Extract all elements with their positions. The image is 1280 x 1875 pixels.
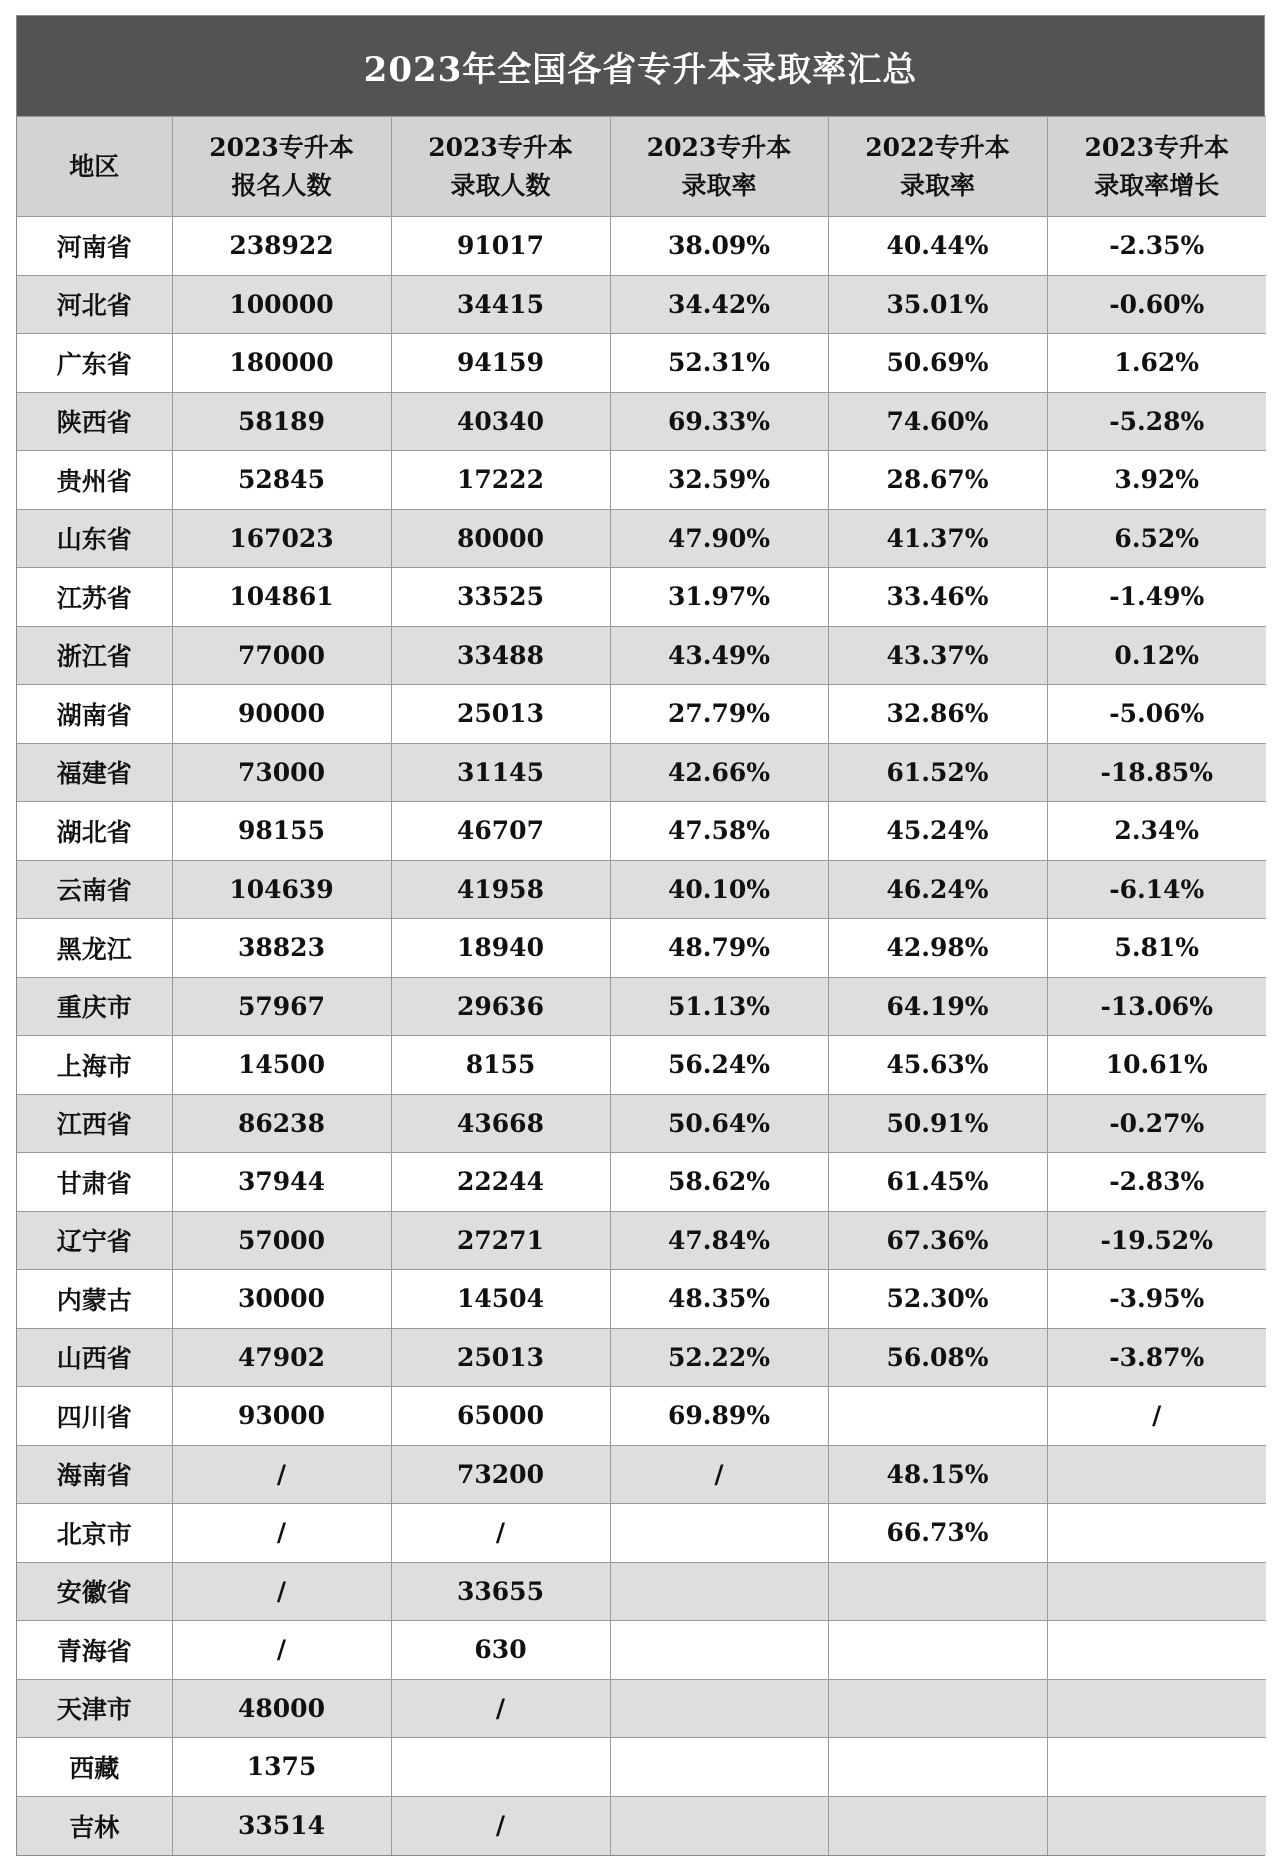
cell-rate-growth: -19.52% [1047,1211,1266,1270]
cell-applicants-2023: 86238 [172,1094,391,1153]
cell-rate-growth [1047,1621,1266,1680]
cell-region: 江西省 [17,1094,172,1153]
cell-region: 山西省 [17,1328,172,1387]
cell-region: 辽宁省 [17,1211,172,1270]
cell-applicants-2023: 77000 [172,626,391,685]
cell-applicants-2023: 47902 [172,1328,391,1387]
header-admitted-2023: 2023专升本 录取人数 [391,117,610,217]
cell-rate-growth: -2.83% [1047,1153,1266,1212]
cell-rate-2022: 46.24% [828,860,1047,919]
cell-rate-2023: 47.90% [610,509,828,568]
cell-rate-2022: 61.45% [828,1153,1047,1212]
cell-region: 湖北省 [17,802,172,861]
table-row [17,1094,1266,1153]
cell-rate-growth [1047,1562,1266,1621]
cell-rate-growth: -0.60% [1047,275,1266,334]
cell-rate-growth: 1.62% [1047,334,1266,393]
cell-applicants-2023: 100000 [172,275,391,334]
cell-applicants-2023: 104861 [172,568,391,627]
table-row [17,1738,1266,1797]
table-row [17,1621,1266,1680]
cell-rate-2023: 43.49% [610,626,828,685]
cell-rate-2022: 45.24% [828,802,1047,861]
header-rate-2023: 2023专升本 录取率 [610,117,828,217]
table-row [17,1328,1266,1387]
cell-admitted-2023: 29636 [391,977,610,1036]
cell-admitted-2023: 14504 [391,1270,610,1329]
cell-rate-2022: 52.30% [828,1270,1047,1329]
cell-admitted-2023: / [391,1504,610,1563]
header-applicants-2023: 2023专升本 报名人数 [172,117,391,217]
cell-rate-2023: 38.09% [610,217,828,276]
cell-region: 重庆市 [17,977,172,1036]
cell-admitted-2023: 17222 [391,451,610,510]
cell-admitted-2023: 41958 [391,860,610,919]
cell-rate-growth: -3.87% [1047,1328,1266,1387]
cell-applicants-2023: 98155 [172,802,391,861]
cell-rate-growth: -5.06% [1047,685,1266,744]
cell-rate-2023 [610,1504,828,1563]
cell-region: 浙江省 [17,626,172,685]
cell-region: 北京市 [17,1504,172,1563]
cell-applicants-2023: 104639 [172,860,391,919]
cell-applicants-2023: 58189 [172,392,391,451]
cell-rate-2022 [828,1679,1047,1738]
table-row [17,1562,1266,1621]
table-row [17,919,1266,978]
cell-rate-2022: 61.52% [828,743,1047,802]
cell-applicants-2023: 90000 [172,685,391,744]
cell-rate-2023 [610,1621,828,1680]
cell-admitted-2023: 33488 [391,626,610,685]
cell-rate-2022: 33.46% [828,568,1047,627]
cell-admitted-2023: 80000 [391,509,610,568]
cell-rate-2023 [610,1738,828,1797]
cell-region: 内蒙古 [17,1270,172,1329]
cell-rate-2022 [828,1387,1047,1446]
cell-admitted-2023: 65000 [391,1387,610,1446]
cell-rate-growth: 10.61% [1047,1036,1266,1095]
cell-region: 上海市 [17,1036,172,1095]
cell-rate-2023: 27.79% [610,685,828,744]
cell-rate-2022: 45.63% [828,1036,1047,1095]
table-row [17,1445,1266,1504]
table-row [17,392,1266,451]
cell-applicants-2023: 93000 [172,1387,391,1446]
cell-admitted-2023: / [391,1796,610,1855]
table-row [17,217,1266,276]
cell-rate-2023: 47.58% [610,802,828,861]
cell-region: 湖南省 [17,685,172,744]
cell-rate-2023: 69.89% [610,1387,828,1446]
cell-rate-growth: 2.34% [1047,802,1266,861]
cell-applicants-2023: 37944 [172,1153,391,1212]
cell-applicants-2023: 14500 [172,1036,391,1095]
header-row [17,117,1266,217]
table-row [17,743,1266,802]
cell-rate-growth: 3.92% [1047,451,1266,510]
cell-region: 甘肃省 [17,1153,172,1212]
cell-rate-2022: 64.19% [828,977,1047,1036]
cell-rate-2022: 48.15% [828,1445,1047,1504]
cell-region: 天津市 [17,1679,172,1738]
cell-applicants-2023: 57967 [172,977,391,1036]
table-row [17,1796,1266,1855]
table-row [17,860,1266,919]
cell-region: 广东省 [17,334,172,393]
cell-rate-growth [1047,1796,1266,1855]
table-row [17,626,1266,685]
table-row [17,977,1266,1036]
cell-region: 河南省 [17,217,172,276]
cell-rate-2022 [828,1738,1047,1797]
cell-rate-2022: 28.67% [828,451,1047,510]
cell-applicants-2023: / [172,1621,391,1680]
cell-rate-growth: 5.81% [1047,919,1266,978]
cell-admitted-2023: 34415 [391,275,610,334]
table-row [17,334,1266,393]
cell-rate-2023: 52.31% [610,334,828,393]
cell-rate-growth [1047,1445,1266,1504]
table-row [17,1387,1266,1446]
cell-rate-2023: 51.13% [610,977,828,1036]
cell-rate-2022 [828,1796,1047,1855]
cell-region: 黑龙江 [17,919,172,978]
cell-rate-growth: -2.35% [1047,217,1266,276]
cell-rate-growth: / [1047,1387,1266,1446]
cell-admitted-2023: 33525 [391,568,610,627]
cell-rate-2023: 56.24% [610,1036,828,1095]
cell-rate-growth: -0.27% [1047,1094,1266,1153]
cell-admitted-2023: 91017 [391,217,610,276]
cell-rate-growth: -5.28% [1047,392,1266,451]
cell-region: 安徽省 [17,1562,172,1621]
cell-rate-growth [1047,1738,1266,1797]
cell-rate-2022: 56.08% [828,1328,1047,1387]
cell-region: 陕西省 [17,392,172,451]
table-row [17,1036,1266,1095]
admission-rate-table-sheet [16,15,1265,1856]
table-row [17,1504,1266,1563]
cell-region: 贵州省 [17,451,172,510]
admission-rate-table [17,116,1266,1855]
cell-applicants-2023: 1375 [172,1738,391,1797]
cell-rate-2022: 41.37% [828,509,1047,568]
cell-rate-2022: 32.86% [828,685,1047,744]
cell-region: 福建省 [17,743,172,802]
cell-rate-growth: -6.14% [1047,860,1266,919]
cell-rate-2023: 69.33% [610,392,828,451]
table-row [17,451,1266,510]
cell-rate-2023: 42.66% [610,743,828,802]
cell-admitted-2023: 40340 [391,392,610,451]
cell-admitted-2023: 31145 [391,743,610,802]
cell-rate-2023: 47.84% [610,1211,828,1270]
table-title: 2023年全国各省专升本录取率汇总 [17,16,1264,116]
cell-rate-2022: 66.73% [828,1504,1047,1563]
cell-admitted-2023: / [391,1679,610,1738]
cell-admitted-2023: 43668 [391,1094,610,1153]
header-region: 地区 [17,117,172,217]
cell-applicants-2023: / [172,1504,391,1563]
header-rate-2022: 2022专升本 录取率 [828,117,1047,217]
cell-applicants-2023: 238922 [172,217,391,276]
cell-applicants-2023: 73000 [172,743,391,802]
cell-rate-2023: / [610,1445,828,1504]
cell-rate-2022: 67.36% [828,1211,1047,1270]
cell-admitted-2023: 18940 [391,919,610,978]
cell-rate-2022 [828,1621,1047,1680]
cell-region: 江苏省 [17,568,172,627]
table-row [17,802,1266,861]
cell-rate-2023: 48.35% [610,1270,828,1329]
cell-rate-2022 [828,1562,1047,1621]
cell-admitted-2023: 94159 [391,334,610,393]
cell-region: 青海省 [17,1621,172,1680]
cell-applicants-2023: / [172,1445,391,1504]
cell-admitted-2023: 73200 [391,1445,610,1504]
cell-rate-growth: -3.95% [1047,1270,1266,1329]
table-row [17,1211,1266,1270]
table-row [17,1153,1266,1212]
cell-rate-2023: 32.59% [610,451,828,510]
cell-rate-2022: 74.60% [828,392,1047,451]
cell-rate-2022: 50.69% [828,334,1047,393]
cell-admitted-2023: 25013 [391,685,610,744]
cell-region: 云南省 [17,860,172,919]
cell-rate-2023: 48.79% [610,919,828,978]
cell-rate-2023: 31.97% [610,568,828,627]
cell-applicants-2023: 33514 [172,1796,391,1855]
cell-rate-2023: 34.42% [610,275,828,334]
table-row [17,275,1266,334]
cell-applicants-2023: 38823 [172,919,391,978]
cell-region: 西藏 [17,1738,172,1797]
table-row [17,1270,1266,1329]
cell-rate-2022: 43.37% [828,626,1047,685]
cell-admitted-2023: 46707 [391,802,610,861]
table-row [17,509,1266,568]
cell-region: 山东省 [17,509,172,568]
cell-rate-growth: 6.52% [1047,509,1266,568]
table-body [17,217,1266,1855]
cell-rate-2022: 42.98% [828,919,1047,978]
table-row [17,1679,1266,1738]
cell-rate-2022: 35.01% [828,275,1047,334]
cell-rate-2023: 52.22% [610,1328,828,1387]
cell-applicants-2023: 57000 [172,1211,391,1270]
cell-region: 河北省 [17,275,172,334]
cell-admitted-2023 [391,1738,610,1797]
cell-admitted-2023: 22244 [391,1153,610,1212]
cell-rate-growth [1047,1679,1266,1738]
cell-rate-2023 [610,1562,828,1621]
cell-rate-2023: 58.62% [610,1153,828,1212]
cell-rate-2023: 50.64% [610,1094,828,1153]
cell-rate-growth: -1.49% [1047,568,1266,627]
cell-rate-2023 [610,1796,828,1855]
cell-applicants-2023: 48000 [172,1679,391,1738]
cell-applicants-2023: 30000 [172,1270,391,1329]
cell-region: 海南省 [17,1445,172,1504]
table-row [17,568,1266,627]
cell-admitted-2023: 25013 [391,1328,610,1387]
cell-admitted-2023: 630 [391,1621,610,1680]
cell-rate-2022: 40.44% [828,217,1047,276]
cell-applicants-2023: 180000 [172,334,391,393]
cell-applicants-2023: / [172,1562,391,1621]
cell-admitted-2023: 8155 [391,1036,610,1095]
table-row [17,685,1266,744]
header-rate-growth-2023: 2023专升本 录取率增长 [1047,117,1266,217]
cell-applicants-2023: 52845 [172,451,391,510]
cell-admitted-2023: 33655 [391,1562,610,1621]
cell-rate-growth: -13.06% [1047,977,1266,1036]
cell-rate-2022: 50.91% [828,1094,1047,1153]
cell-region: 吉林 [17,1796,172,1855]
cell-admitted-2023: 27271 [391,1211,610,1270]
cell-applicants-2023: 167023 [172,509,391,568]
cell-rate-2023: 40.10% [610,860,828,919]
cell-rate-growth [1047,1504,1266,1563]
cell-rate-growth: 0.12% [1047,626,1266,685]
cell-rate-2023 [610,1679,828,1738]
cell-region: 四川省 [17,1387,172,1446]
cell-rate-growth: -18.85% [1047,743,1266,802]
